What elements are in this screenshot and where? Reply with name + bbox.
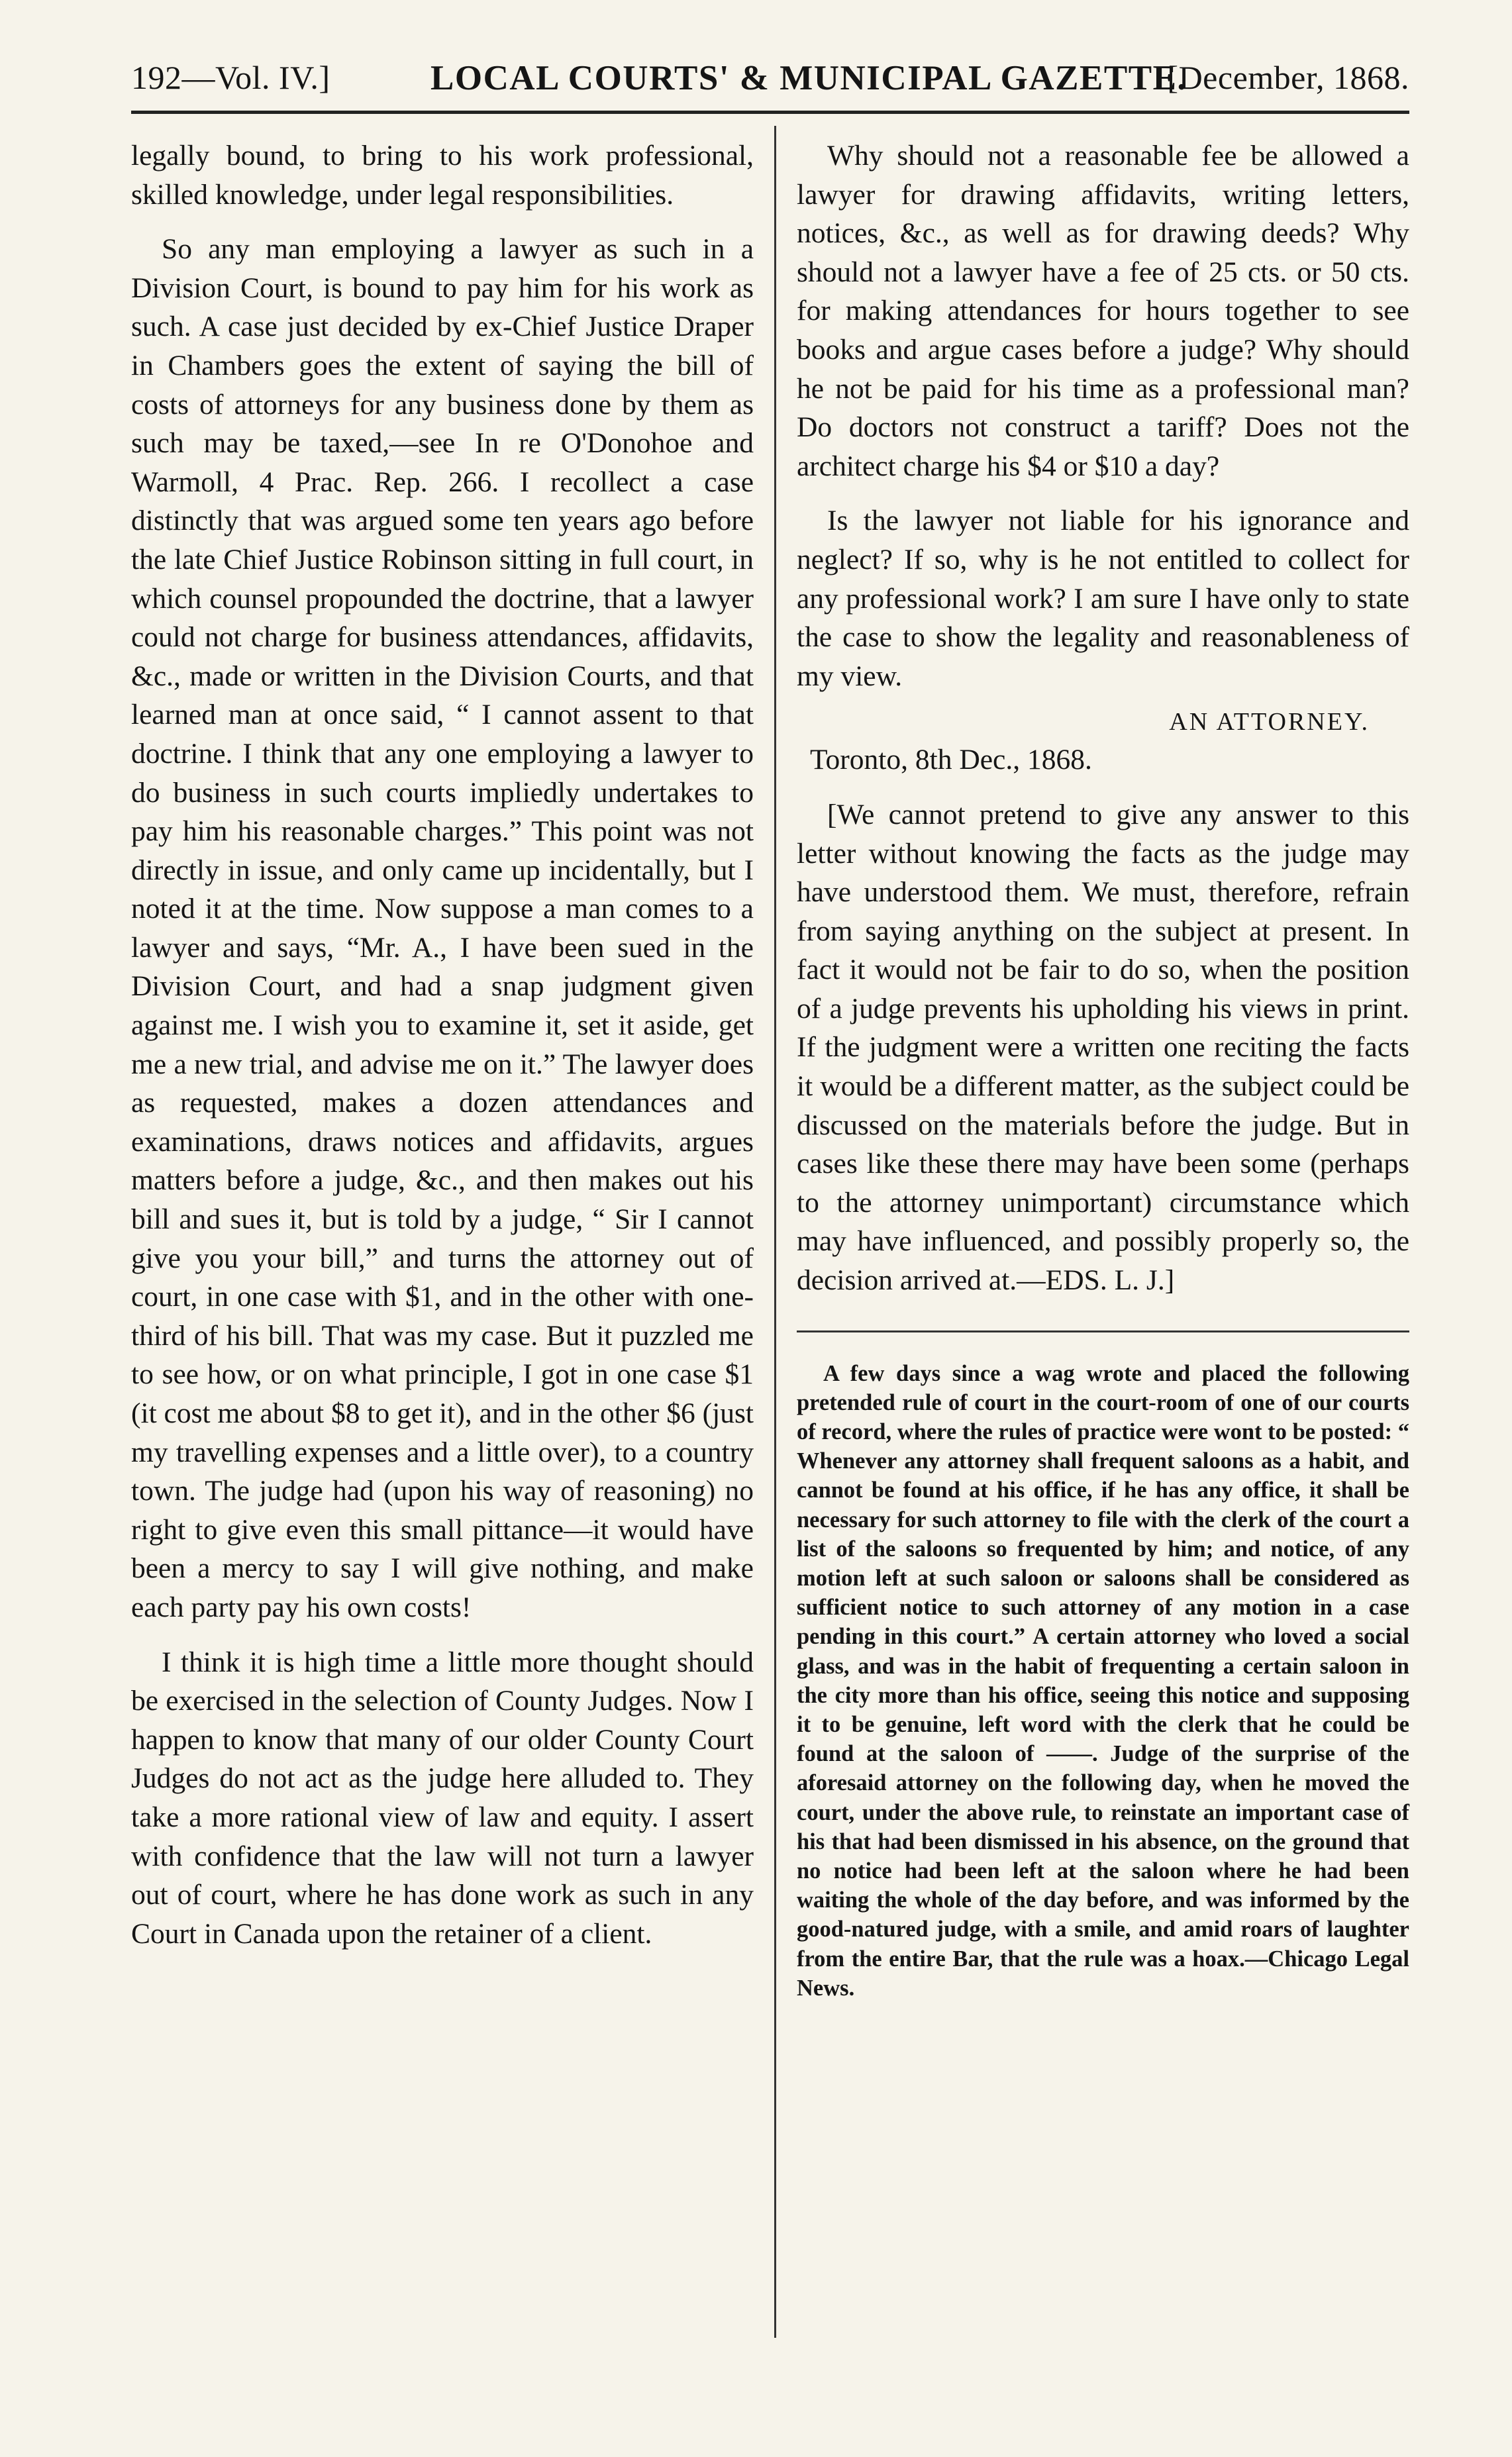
paragraph: So any man employing a lawyer as such in a Division Court, is bound to pay him for his work as such. A case just decided by ex-Chief Justice Draper in Chambers goes the extent of saying the bill of costs of attorneys for any business done by them as such may be taxed,—see In re O'Donohoe and Warmoll, 4 Prac. Rep. 266. I recollect a case distinctly that was argued some ten years ago before the late Chief Justice Robinson sitting in full court, in which counsel propounded the doctrine, that a lawyer could not charge for business attendances, affidavits, &c., made or written in the Division Courts, and that learned man at once said, “ I cannot assent to that doctrine. I think that any one employing a lawyer to do business in such courts impliedly undertakes to pay him his reasonable charges.” This point was not directly in issue, and only came up incidentally, but I noted it at the time. Now suppose a man comes to a lawyer and says, “Mr. A., I have been sued in the Division Court, and had a snap judgment given against me. I wish you to examine it, set it aside, get me a new trial, and advise me on it.” The lawyer does as requested, makes a dozen attendances and examinations, draws notices and affidavits, argues matters before a judge, &c., and then makes out his bill and sues it, but is told by a judge, “ Sir I cannot give you your bill,” and turns the attorney out of court, in one case with $1, and in the other with one-third of his bill. That was my case. But it puzzled me to see how, or on what principle, I got in one case $1 (it cost me about $8 to get it), and in the other $6 (just my travelling expenses and a little over), to a country town. The judge had (upon his way of reasoning) no right to give even this small pittance—it would have been a mercy to say I will give nothing, and make each party pay his own costs! <box>131 233 754 1623</box>
header-rule <box>131 111 1409 114</box>
page-volume: 192—Vol. IV.] <box>131 59 330 96</box>
issue-date: [December, 1868. <box>1167 59 1409 96</box>
anecdote-text: A few days since a wag wrote and placed the following pretended rule of court in the court-room of one of our courts of record, where the rules of practice were wont to be posted: “ Whenever any attorney shall frequent saloons as a habit, and cannot be found at his office, if he has any office, it shall be necessary for such attorney to file with the clerk of the court a list of the saloons so frequented by him; and notice, of any motion left at such saloon or saloons shall be considered as sufficient notice to such attorney of any motion in a case pending in this court.” A certain attorney who loved a social glass, and was in the habit of frequenting a certain saloon in the city more than his office, seeing this notice and supposing it to be genuine, left word with the clerk that he could be found at the saloon of ——. Judge of the surprise of the aforesaid attorney on the following day, when he moved the court, under the above rule, to reinstate an important case of his that had been dismissed in his absence, on the ground that no notice had been left at the saloon where he had been waiting the whole of the day before, and was informed by the good-natured judge, with a smile, and amid roars of laughter from the entire Bar, that the rule was a hoax.—Chicago Legal News. <box>797 1360 1409 2001</box>
paragraph: Is the lawyer not liable for his ignorance and neglect? If so, why is he not entitled to collect for any professional work? I am sure I have only to state the case to show the legality and reasonableness of my view. <box>797 505 1409 692</box>
section-rule <box>797 1330 1409 1332</box>
left-column <box>131 136 754 1953</box>
paragraph: Why should not a reasonable fee be allowed a lawyer for drawing affidavits, writing letters, notices, &c., as well as for drawing deeds? Why should not a lawyer have a fee of 25 cts. or 50 cts. for making attendances for hours together to see books and argue cases before a judge? Why should he not be paid for his time as a professional man? Do doctors not construct a tariff? Does not the architect charge his $4 or $10 a day? <box>797 140 1409 482</box>
right-column <box>797 136 1409 2003</box>
column-divider <box>774 126 776 2338</box>
editor-note: [We cannot pretend to give any answer to this letter without knowing the facts as the judge may have understood them. We must, therefore, refrain from saying anything on the subject at present. In fact it would not be fair to do so, when the position of a judge prevents his upholding his views in print. If the judgment were a written one reciting the facts it would be a different matter, as the subject could be discussed on the materials before the judge. But in cases like these there may have been some (perhaps to the attorney unimportant) circumstance which may have influenced, and possibly properly so, the decision arrived at.—EDS. L. J.] <box>797 798 1409 1297</box>
publication-title: LOCAL COURTS' & MUNICIPAL GAZETTE. <box>430 59 1187 97</box>
paragraph: I think it is high time a little more thought should be exercised in the selection of County Judges. Now I happen to know that many of our older County Court Judges do not act as the judge here alluded to. They take a more rational view of law and equity. I assert with confidence that the law will not turn a lawyer out of court, where he has done work as such in any Court in Canada upon the retainer of a client. <box>131 1646 754 1950</box>
paragraph: legally bound, to bring to his work professional, skilled knowledge, under legal responsibilities. <box>131 140 754 211</box>
letter-dateline: Toronto, 8th Dec., 1868. <box>810 744 1092 776</box>
letter-signature: AN ATTORNEY. <box>1169 708 1370 736</box>
page-header <box>131 58 1409 105</box>
anecdote-section <box>797 1359 1409 2003</box>
